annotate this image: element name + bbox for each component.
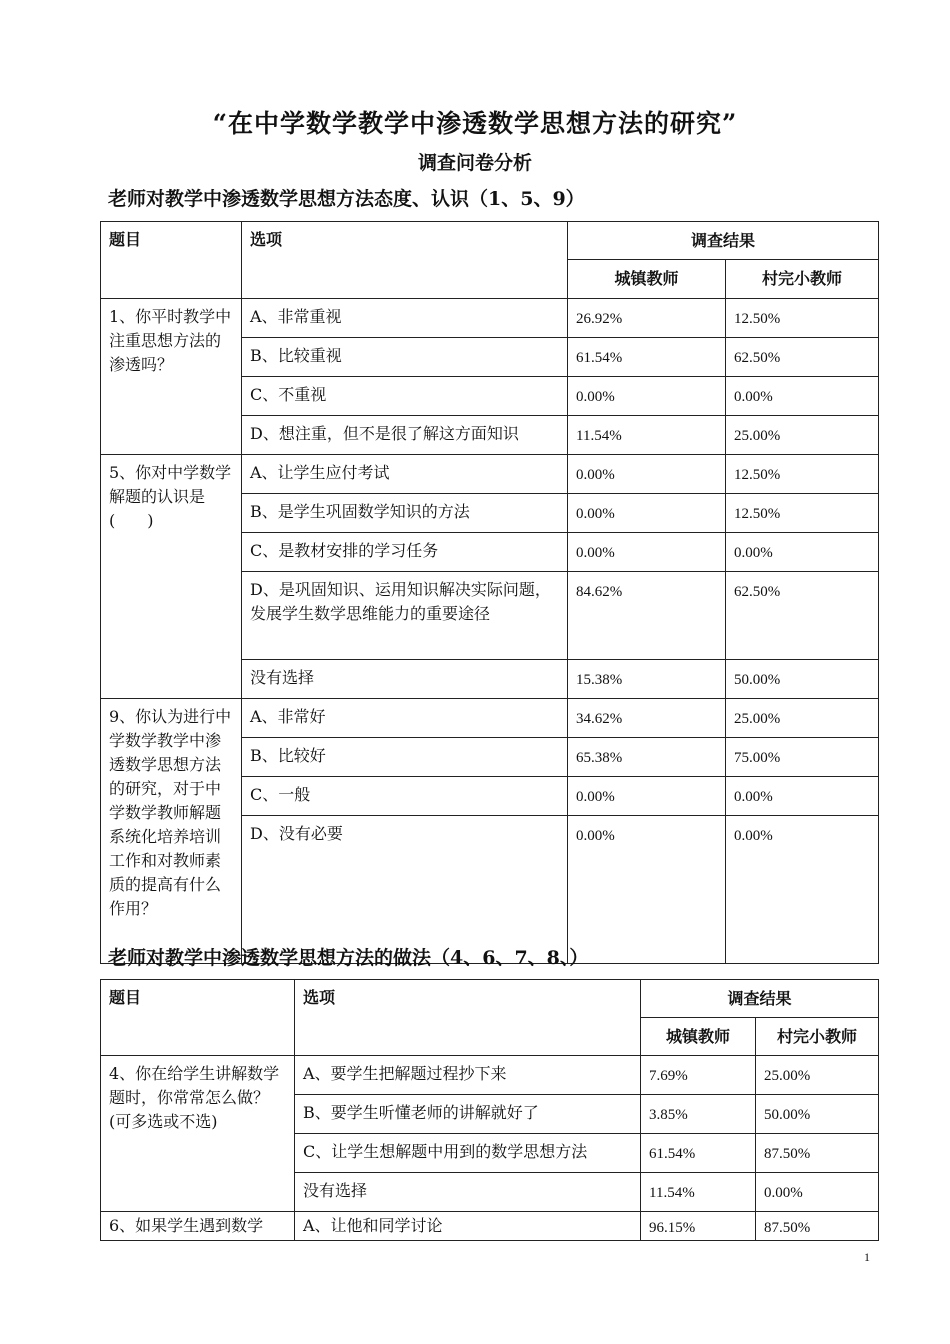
option-cell: C、不重视: [242, 377, 568, 416]
question-5: 5、你对中学数学解题的认识是( ): [101, 455, 242, 699]
header-result: 调查结果: [641, 980, 879, 1018]
option-cell: D、没有必要: [242, 816, 568, 964]
village-value: 12.50%: [726, 299, 879, 338]
town-value: 65.38%: [568, 738, 726, 777]
page-number: 1: [864, 1250, 870, 1264]
town-value: 0.00%: [568, 533, 726, 572]
document-subtitle: 调查问卷分析: [417, 152, 532, 174]
option-cell: B、比较好: [242, 738, 568, 777]
option-cell: D、想注重，但不是很了解这方面知识: [242, 416, 568, 455]
village-value: 62.50%: [726, 338, 879, 377]
village-value: 0.00%: [726, 816, 879, 964]
option-cell: A、要学生把解题过程抄下来: [295, 1056, 641, 1095]
village-value: 0.00%: [726, 377, 879, 416]
option-cell: B、是学生巩固数学知识的方法: [242, 494, 568, 533]
section1-heading: 老师对教学中渗透数学思想方法态度、认识（1、5、9）: [108, 188, 585, 210]
village-value: 62.50%: [726, 572, 879, 660]
village-value: 25.00%: [756, 1056, 879, 1095]
town-value: 0.00%: [568, 777, 726, 816]
town-value: 11.54%: [641, 1173, 756, 1212]
header-topic: 题目: [101, 222, 242, 299]
town-value: 84.62%: [568, 572, 726, 660]
question-1: 1、你平时教学中注重思想方法的渗透吗？: [101, 299, 242, 455]
town-value: 7.69%: [641, 1056, 756, 1095]
town-value: 3.85%: [641, 1095, 756, 1134]
question-9: 9、你认为进行中学数学教学中渗透数学思想方法的研究，对于中学数学教师解题系统化培养培训工作和对教师素质的提高有什么作用？: [101, 699, 242, 964]
question-6: 6、如果学生遇到数学: [101, 1212, 295, 1241]
village-value: 0.00%: [726, 533, 879, 572]
village-value: 50.00%: [756, 1095, 879, 1134]
village-value: 25.00%: [726, 699, 879, 738]
header-option: 选项: [242, 222, 568, 299]
village-value: 87.50%: [756, 1134, 879, 1173]
option-cell: A、非常重视: [242, 299, 568, 338]
survey-table-practice: [100, 979, 879, 1241]
document-title: “在中学数学教学中渗透数学思想方法的研究”: [212, 109, 738, 138]
option-cell: C、是教材安排的学习任务: [242, 533, 568, 572]
option-cell: 没有选择: [295, 1173, 641, 1212]
town-value: 0.00%: [568, 377, 726, 416]
option-cell: A、非常好: [242, 699, 568, 738]
village-value: 50.00%: [726, 660, 879, 699]
village-value: 0.00%: [726, 777, 879, 816]
header-village-teacher: 村完小教师: [756, 1018, 879, 1056]
town-value: 0.00%: [568, 494, 726, 533]
option-cell: D、是巩固知识、运用知识解决实际问题，发展学生数学思维能力的重要途径: [242, 572, 568, 660]
header-village-teacher: 村完小教师: [726, 260, 879, 299]
section2-heading: 老师对教学中渗透数学思想方法的做法（4、6、7、8、）: [108, 947, 589, 969]
option-cell: B、要学生听懂老师的讲解就好了: [295, 1095, 641, 1134]
option-cell: A、让他和同学讨论: [295, 1212, 641, 1241]
header-topic: 题目: [101, 980, 295, 1056]
option-cell: C、一般: [242, 777, 568, 816]
town-value: 15.38%: [568, 660, 726, 699]
town-value: 61.54%: [568, 338, 726, 377]
village-value: 25.00%: [726, 416, 879, 455]
town-value: 0.00%: [568, 455, 726, 494]
survey-table-attitude: [100, 221, 879, 964]
option-cell: 没有选择: [242, 660, 568, 699]
village-value: 12.50%: [726, 455, 879, 494]
header-town-teacher: 城镇教师: [568, 260, 726, 299]
option-cell: A、让学生应付考试: [242, 455, 568, 494]
village-value: 0.00%: [756, 1173, 879, 1212]
town-value: 0.00%: [568, 816, 726, 964]
village-value: 87.50%: [756, 1212, 879, 1241]
option-cell: C、让学生想解题中用到的数学思想方法: [295, 1134, 641, 1173]
town-value: 26.92%: [568, 299, 726, 338]
village-value: 12.50%: [726, 494, 879, 533]
village-value: 75.00%: [726, 738, 879, 777]
header-option: 选项: [295, 980, 641, 1056]
town-value: 61.54%: [641, 1134, 756, 1173]
header-town-teacher: 城镇教师: [641, 1018, 756, 1056]
question-4: 4、你在给学生讲解数学题时，你常常怎么做？(可多选或不选): [101, 1056, 295, 1212]
town-value: 96.15%: [641, 1212, 756, 1241]
town-value: 11.54%: [568, 416, 726, 455]
header-result: 调查结果: [568, 222, 879, 260]
option-cell: B、比较重视: [242, 338, 568, 377]
town-value: 34.62%: [568, 699, 726, 738]
